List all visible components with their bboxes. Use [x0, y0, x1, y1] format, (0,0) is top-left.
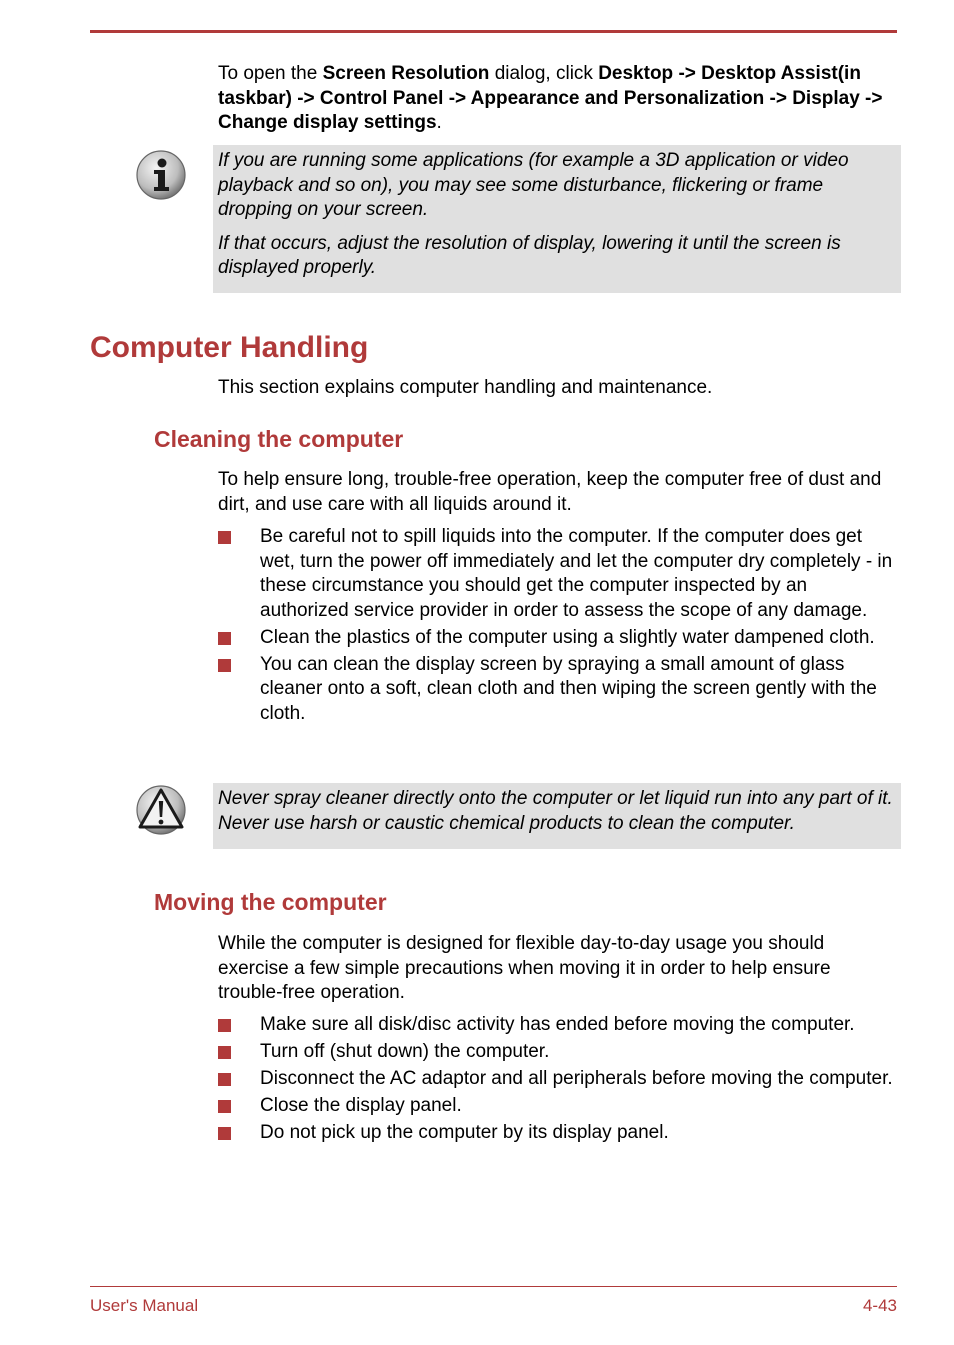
bullet-square-icon: [218, 531, 231, 544]
list-item: Do not pick up the computer by its display panel.: [218, 1121, 898, 1146]
info-icon: [135, 149, 187, 201]
moving-bullet-list: [218, 1013, 898, 1148]
bullet-square-icon: [218, 1073, 231, 1086]
cleaning-heading: Cleaning the computer: [154, 426, 404, 452]
cleaning-bullet-list: [218, 525, 898, 729]
bullet-square-icon: [218, 659, 231, 672]
intro-bold-1: Screen Resolution: [322, 63, 490, 84]
info-note-paragraph-2: If that occurs, adjust the resolution of display, lowering it until the screen is displayed properly.: [218, 232, 841, 278]
bullet-square-icon: [218, 1127, 231, 1140]
info-note-paragraph-1: If you are running some applications (for example a 3D application or video playback and so on), you may see some disturbance, flickering or frame dropping on your screen.: [218, 150, 849, 220]
header-rule: [90, 30, 897, 33]
moving-heading: Moving the computer: [154, 889, 387, 915]
intro-text-3: .: [436, 112, 442, 133]
section-intro: This section explains computer handling and maintenance.: [218, 377, 713, 398]
list-item: Disconnect the AC adaptor and all peripherals before moving the computer.: [218, 1067, 898, 1092]
list-item: Clean the plastics of the computer using a slightly water dampened cloth.: [218, 626, 898, 651]
intro-paragraph: [218, 62, 898, 136]
warning-note: [213, 783, 901, 849]
bullet-square-icon: [218, 632, 231, 645]
bullet-square-icon: [218, 1100, 231, 1113]
list-item: Be careful not to spill liquids into the computer. If the computer does get wet, turn the power off immediately and let the computer dry completely - in these circumstance you should get the computer inspected by an authorized service provider in order to assess the scope of any damage.: [218, 525, 898, 623]
bullet-square-icon: [218, 1019, 231, 1032]
list-item: Make sure all disk/disc activity has ended before moving the computer.: [218, 1013, 898, 1038]
footer-rule: [90, 1286, 897, 1287]
warning-icon: [135, 784, 187, 836]
page-number: 4-43: [862, 1296, 897, 1315]
intro-bold-2: Desktop -> Desktop Assist(in taskbar) -> Control Panel -> Appearance and Personalization -> Display -> Change display settings: [218, 63, 883, 133]
list-item: Close the display panel.: [218, 1094, 898, 1119]
intro-text-2: dialog, click: [489, 63, 599, 84]
cleaning-intro: To help ensure long, trouble-free operation, keep the computer free of dust and dirt, and use care with all liquids around it.: [218, 469, 882, 515]
warning-note-text: Never spray cleaner directly onto the computer or let liquid run into any part of it. Never use harsh or caustic chemical products to clean the computer.: [218, 788, 893, 834]
info-note: [213, 145, 901, 293]
section-title: Computer Handling: [90, 331, 369, 364]
intro-text-1: To open the: [218, 63, 323, 84]
footer-title: User's Manual: [90, 1296, 199, 1315]
bullet-square-icon: [218, 1046, 231, 1059]
list-item: Turn off (shut down) the computer.: [218, 1040, 898, 1065]
moving-intro: While the computer is designed for flexible day-to-day usage you should exercise a few simple precautions when moving it in order to help ensure trouble-free operation.: [218, 933, 831, 1003]
list-item: You can clean the display screen by spraying a small amount of glass cleaner onto a soft, clean cloth and then wiping the screen gently with the cloth.: [218, 653, 898, 727]
